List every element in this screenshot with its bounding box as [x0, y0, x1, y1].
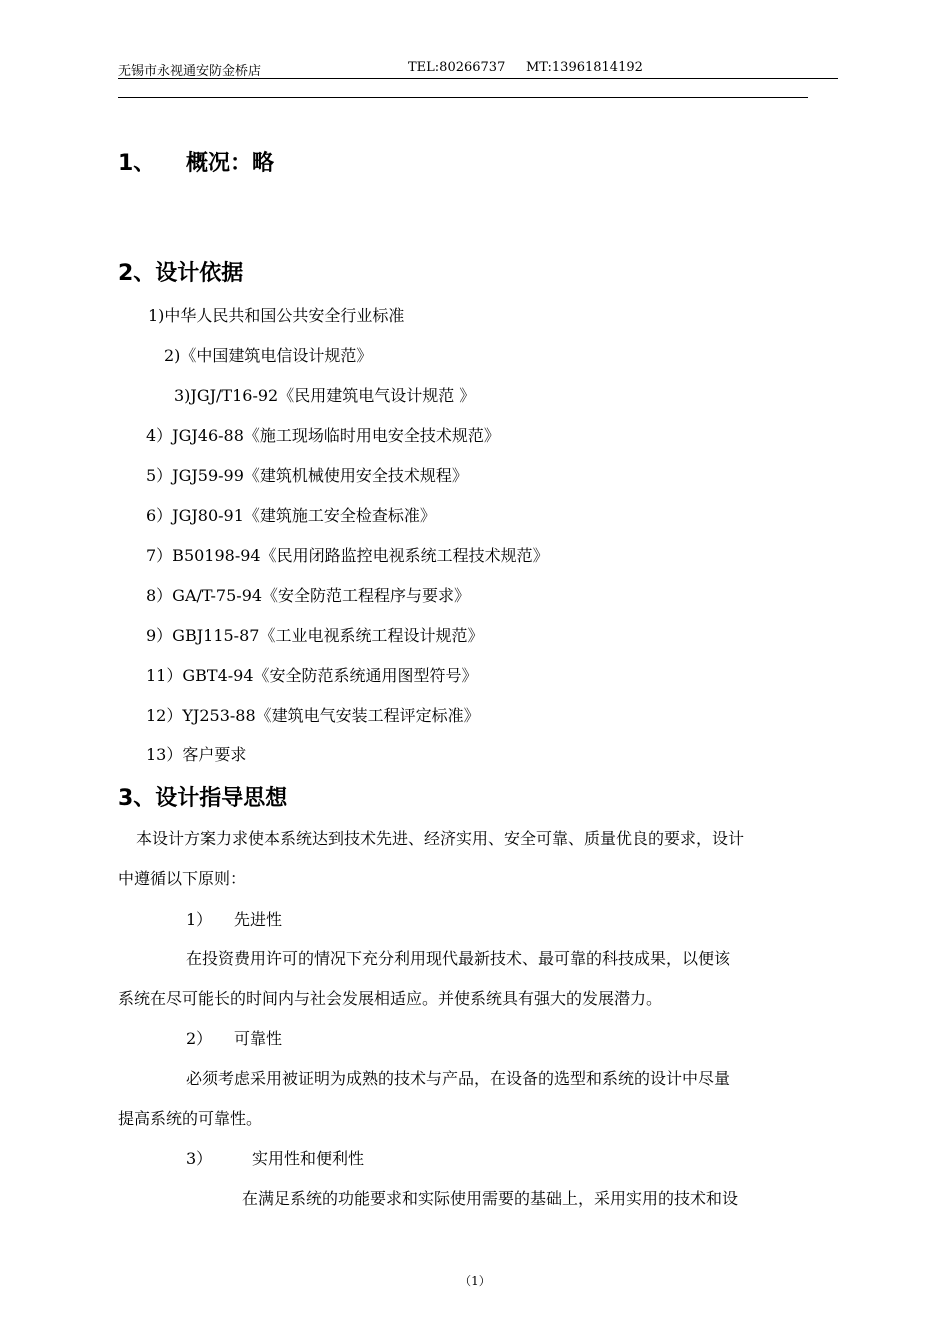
list-item: 12）YJ253-88《建筑电气安装工程评定标准》	[146, 706, 480, 725]
list-item: 9）GBJ115-87《工业电视系统工程设计规范》	[146, 626, 484, 645]
section-1-heading: 概况：略	[186, 151, 275, 176]
list-item: 7）B50198-94《民用闭路监控电视系统工程技术规范》	[146, 546, 549, 565]
section-3-intro: 本设计方案力求使本系统达到技术先进、经济实用、安全可靠、质量优良的要求，设计	[136, 829, 745, 848]
list-item: 6）JGJ80-91《建筑施工安全检查标准》	[146, 506, 436, 525]
list-item: 4）JGJ46-88《施工现场临时用电安全技术规范》	[146, 426, 500, 445]
list-item: 1)中华人民共和国公共安全行业标准	[148, 306, 405, 325]
list-item: 2)《中国建筑电信设计规范》	[164, 346, 373, 365]
header-rule	[118, 78, 838, 79]
section-2-heading: 2、设计依据	[118, 261, 244, 286]
page-number: （1）	[459, 1274, 491, 1288]
header-company: 无锡市永视通安防金桥店	[118, 64, 262, 79]
principle-2-text: 必须考虑采用被证明为成熟的技术与产品，在设备的选型和系统的设计中尽量	[186, 1069, 731, 1088]
principle-1-text: 在投资费用许可的情况下充分利用现代最新技术、最可靠的科技成果，以便该	[186, 949, 731, 968]
section-3-heading: 3、设计指导思想	[118, 786, 288, 811]
principle-1-title: 先进性	[234, 910, 283, 929]
header-rule-secondary	[118, 97, 808, 98]
principle-1-number: 1）	[186, 910, 213, 929]
list-item: 11）GBT4-94《安全防范系统通用图型符号》	[146, 666, 478, 685]
list-item: 13）客户要求	[146, 745, 247, 764]
principle-3-text: 在满足系统的功能要求和实际使用需要的基础上，采用实用的技术和设	[242, 1189, 739, 1208]
principle-3-title: 实用性和便利性	[252, 1149, 365, 1168]
principle-1-text-cont: 系统在尽可能长的时间内与社会发展相适应。并使系统具有强大的发展潜力。	[118, 989, 663, 1008]
section-3-intro-cont: 中遵循以下原则：	[118, 869, 247, 888]
principle-2-text-cont: 提高系统的可靠性。	[118, 1109, 263, 1128]
section-1-number: 1、	[118, 151, 156, 176]
list-item: 8）GA/T-75-94《安全防范工程程序与要求》	[146, 586, 471, 605]
list-item: 5）JGJ59-99《建筑机械使用安全技术规程》	[146, 466, 468, 485]
principle-2-title: 可靠性	[234, 1029, 283, 1048]
header-tel: TEL:80266737	[408, 60, 506, 75]
header-mt: MT:13961814192	[526, 60, 643, 75]
principle-3-number: 3）	[186, 1149, 213, 1168]
principle-2-number: 2）	[186, 1029, 213, 1048]
list-item: 3)JGJ/T16-92《民用建筑电气设计规范 》	[174, 386, 476, 405]
